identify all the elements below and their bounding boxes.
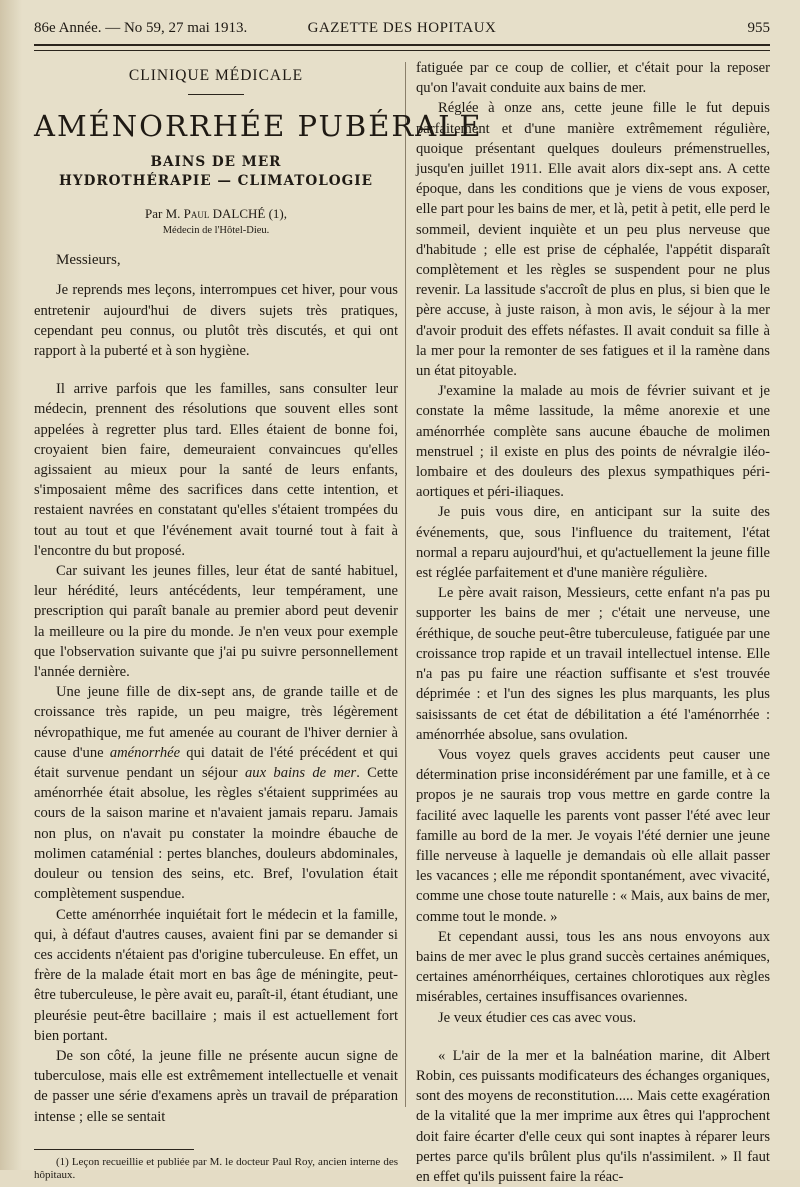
paragraph: Vous voyez quels graves accidents peut causer une détermination prise inconsidérément par une famille, et à ce propos je ne saurais trop vous mettre en garde contre la facilité avec laquelle les parents vont passer l'été avec leur famille au bord de la mer. Je voyais l'été dernier une jeune fille nerveuse à laquelle je demandais où elle allait passer les vacances ; elle me répondit spontanément, avec vivacité, comme une chose toute naturelle : « Mais, aux bains de mer, comme tout le monde. » [416, 746, 770, 925]
author-last-name: DALCHÉ (1), [212, 206, 287, 222]
paragraph: J'examine la malade au mois de février suivant et je constate la même lassitude, la même anorexie et une aménorrhée complète sans aucune ébauche de molimen menstruel ; il existe en plus des points de névralgie iléo-lombaire et des douleurs des plexus sympathiques péri-aortiques et péri-iliaques. [416, 383, 770, 501]
left-column [34, 58, 483, 1183]
header-rule-thick [34, 44, 770, 46]
italic-term: aménorrhée [109, 744, 181, 761]
footnote-rule [34, 1149, 194, 1150]
paragraph: Il arrive parfois que les familles, sans consulter leur médecin, prennent des résolutions que souvent elles sont appelées à regretter plus tard. Elles étaient de bonne foi, croyaient bien faire, demeuraient convaincues qu'elles agissaient au mieux pour la santé de leurs enfants, s'imposaient même des sacrifices dans cette intention, et restaient navrées en constatant qu'elles s'étaient trompées du tout au tout et que l'événement avait tourné tout à fait à l'encontre du but proposé. [34, 381, 398, 559]
paragraph: Le père avait raison, Messieurs, cette enfant n'a pas pu supporter les bains de mer ; c'était une nerveuse, une éréthique, de souche peut-être tuberculeuse, fatiguée par une croissance trop rapide et un travail intellectuel intense. Elle n'a pas pu faire une réaction suffisante et s'est trouvée déprimée : et l'un des signes les plus marquants, les plus saisissants de cet état de débilitation a été l'aménorrhée : aménorrhée absolue, sans ovulation. [416, 585, 770, 743]
author-affiliation: Médecin de l'Hôtel-Dieu. [162, 225, 270, 237]
footnote: (1) Leçon recueillie et publiée par M. le docteur Paul Roy, ancien interne des hôpitaux. [34, 1155, 398, 1182]
paragraph: « L'air de la mer et la balnéation marine, dit Albert Robin, ces puissants modificateurs des échanges organiques, sont des moyens de reconstitution..... Mais cette exagération de la vitalité que la mer imprime aux êtres qui l'approchent doit faire écarter d'elle ceux qui sont inaptes à réparer leurs pertes parce qu'ils brûlent plus qu'ils n'assimilent. » Il faut en effet qu'ils puissent faire la réac- [416, 1047, 770, 1185]
byline [34, 205, 398, 222]
issue-info: 86e Année. — No 59, 27 mai 1913. [34, 20, 248, 36]
paragraph-gap [416, 1028, 770, 1046]
paragraph: Car suivant les jeunes filles, leur état de santé habituel, leur hérédité, leurs antécédents, leur tempérament, une prescription qui paraît banale au premier abord peut devenir la meilleure ou la pire du monde. Je n'en veux pour exemple que l'observation suivante que j'ai pu suivre personnellement l'année dernière. [34, 563, 398, 681]
salutation: Messieurs, [56, 252, 121, 269]
paragraph: Cette aménorrhée inquiétait fort le médecin et la famille, qui, à défaut d'autres causes, avaient fini par se demander si ces accidents n'étaient pas d'origine tuberculeuse. En effet, un frère de la malade était mort en bas âge de méningite, peut-être tuberculeuse, le père avait eu, paraît-il, étant étudiant, une pleurésie peut-être bacillaire ; mais il est actuellement fort bien portant. [34, 906, 398, 1044]
paragraph: Et cependant aussi, tous les ans nous envoyons aux bains de mer avec le plus grand succès certaines anémiques, certaines aménorrhéiques, certaines chlorotiques aux règles misérables, certaines insuffisances ovariennes. [416, 928, 770, 1006]
header-rule-thin [34, 50, 770, 51]
author-first-name: Paul [183, 206, 210, 222]
article-subtitle-2: HYDROTHÉRAPIE — CLIMATOLOGIE [59, 173, 373, 190]
page-number: 955 [747, 20, 770, 36]
paragraph: Je reprends mes leçons, interrompues cet hiver, pour vous entretenir aujourd'hui de divers sujets très pratiques, cependant peu connus, ou plutôt très discutés, et qui ont rapport à la puberté et à son hygiène. [34, 282, 398, 360]
right-column [416, 58, 770, 1187]
byline-prefix: Par M. [144, 206, 181, 222]
paragraph: fatiguée par ce coup de collier, et c'était pour la reposer qu'on l'avait conduite aux bains de mer. [416, 60, 770, 97]
section-rule [188, 94, 244, 95]
article-title: AMÉNORRHÉE PUBÉRALE [34, 109, 483, 144]
paragraph-gap [34, 361, 398, 379]
text-run: Une jeune fille de dix-sept ans, de grande taille et de croissance très rapide, un peu maigre, très légèrement névropathique, me fut amenée au courant de l'hiver dernier à cause d'une [34, 684, 398, 761]
page-header [34, 18, 770, 40]
text-run: . Cette aménorrhée était absolue, les règles s'étaient supprimées au cours de la saison marine et n'avaient jamais reparu. Jamais non plus, on n'avait pu constater la moindre ébauche de molimen cataménial : pertes blanches, douleurs abdominales, douleur ou tension des seins, etc. Bref, l'ovulation était complètement suspendue. [34, 765, 398, 903]
article-subtitle-1: BAINS DE MER [150, 154, 282, 171]
text-run: qui datait de l'été précédent et qui était survenue pendant un séjour [34, 744, 398, 782]
italic-term: aux bains de mer [244, 765, 357, 782]
column-divider [405, 62, 406, 1107]
paragraph: Je veux étudier ces cas avec vous. [438, 1009, 637, 1026]
paragraph: Réglée à onze ans, cette jeune fille le fut depuis parfaitement et d'une manière extrêmement régulière, quoique présentant quelques douleurs prémenstruelles, jusqu'en juillet 1911. Elle avait alors dix-sept ans. A cette époque, dans les conditions que je viens de vous exposer, elle part pour les bains de mer, et là, petit à petit, elle perd le sommeil, devient inquiète et un peu plus nerveuse que d'habitude ; elle est prise de céphalée, l'appétit disparaît complètement et les règles se suspendent pour ne plus revenir. La lassitude s'accroît de plus en plus, si bien que le père accuse, à juste raison, à mon avis, le séjour à la mer d'avoir produit des effets néfastes. Il avait conduit sa fille à la mer pour la remonter de ses fatigues et il la ramène dans un état pitoyable. [416, 100, 770, 380]
paragraph: De son côté, la jeune fille ne présente aucun signe de tuberculose, mais elle est extrêmement intellectuelle et venait de passer une série d'examens après un travail de préparation intense ; elle se sentait [34, 1047, 398, 1125]
paragraph [34, 682, 398, 904]
journal-title: GAZETTE DES HOPITAUX [307, 20, 497, 36]
section-heading: CLINIQUE MÉDICALE [128, 67, 304, 84]
paragraph: Je puis vous dire, en anticipant sur la suite des événements, que, sous l'influence du traitement, l'état normal a reparu aujourd'hui, et qu'actuellement la jeune fille est réglée parfaitement et d'une manière régulière. [416, 504, 770, 582]
